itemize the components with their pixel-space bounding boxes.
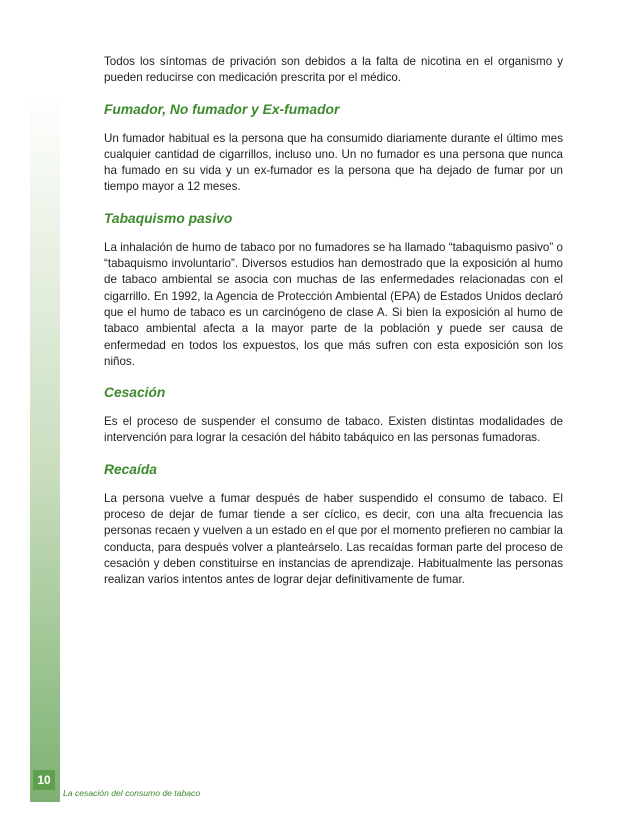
page-number-badge: 10 — [33, 770, 55, 790]
heading-recaida: Recaída — [104, 461, 157, 477]
paragraph-recaida: La persona vuelve a fumar después de haber suspendido el consumo de tabaco. El proceso de dejar de fumar tiende a ser cíclico, es decir, con una alta frecuencia las personas recaen y vuelven a un estado en el que por el momento prefieren no cambiar la conducta, para después volver a planteárselo. Las recaídas forman parte del proceso de cesación y deben constituirse en instancias de aprendizaje. Habitualmente las personas realizan varios intentos antes de lograr dejar definitivamente de fumar. — [104, 491, 563, 587]
footer-title: La cesación del consumo de tabaco — [63, 788, 201, 798]
paragraph-cesacion: Es el proceso de suspender el consumo de tabaco. Existen distintas modalidades de intervención para lograr la cesación del hábito tabáquico en las personas fumadoras. — [104, 415, 563, 445]
heading-fumador: Fumador, No fumador y Ex-fumador — [104, 101, 340, 117]
document-body — [104, 54, 563, 589]
heading-tabaquismo-pasivo: Tabaquismo pasivo — [104, 210, 233, 226]
heading-cesacion: Cesación — [104, 385, 166, 401]
paragraph-fumador: Un fumador habitual es la persona que ha consumido diariamente durante el último mes cualquier cantidad de cigarrillos, incluso uno. Un no fumador es una persona que nunca ha fumado en su vida y un ex-fumador es la persona que ha dejado de fumar por un tiempo mayor a 12 meses. — [104, 131, 563, 194]
paragraph-intro: Todos los síntomas de privación son debidos a la falta de nicotina en el organismo y pueden reducirse con medicación prescrita por el médico. — [104, 55, 563, 85]
paragraph-tabaquismo-pasivo: La inhalación de humo de tabaco por no fumadores se ha llamado “tabaquismo pasivo” o “tabaquismo involuntario”. Diversos estudios han demostrado que la exposición al humo de tabaco ambiental se asocia con muchas de las enfermedades relacionadas con el cigarrillo. En 1992, la Agencia de Protección Ambiental (EPA) de Estados Unidos declaró que el humo de tabaco es un carcinógeno de clase A. Si bien la exposición al humo de tabaco ambiental afecta a la mayor parte de la población y puede ser causa de enfermedad en todos los expuestos, los que más sufren con esta exposición son los niños. — [104, 240, 563, 368]
decorative-gradient-bar — [30, 92, 60, 802]
